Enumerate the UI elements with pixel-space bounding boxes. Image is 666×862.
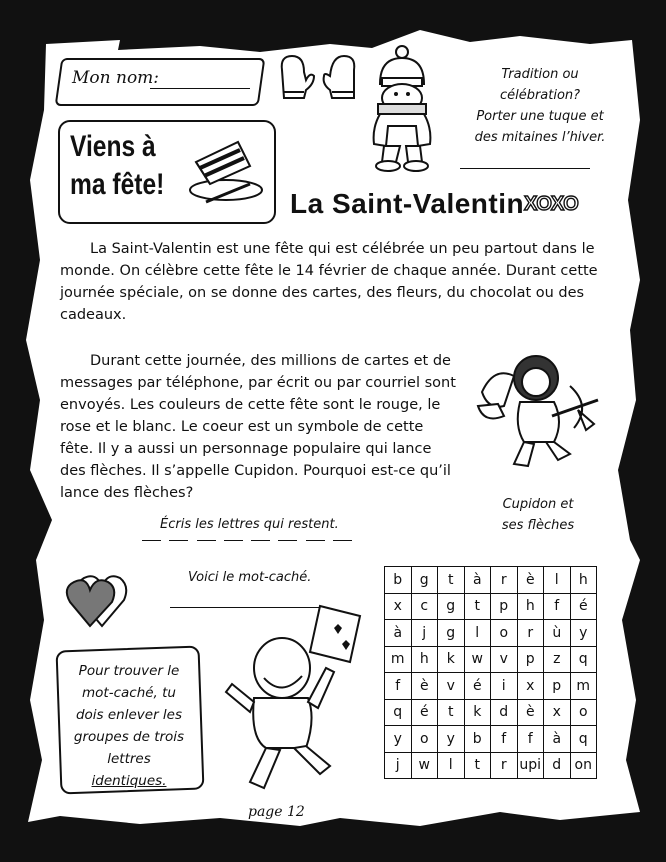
grid-cell[interactable]: p: [491, 593, 518, 620]
tradition-question: Tradition ou célébration? Porter une tuque et des mitaines l’hiver.: [474, 67, 606, 145]
grid-cell[interactable]: f: [491, 726, 518, 753]
grid-cell[interactable]: j: [411, 620, 438, 647]
grid-cell[interactable]: j: [385, 752, 412, 779]
grid-cell[interactable]: upi: [517, 752, 544, 779]
grid-row: [385, 673, 597, 700]
page-number: page 12: [248, 804, 305, 820]
grid-cell[interactable]: r: [491, 752, 518, 779]
grid-cell[interactable]: é: [464, 673, 491, 700]
grid-cell[interactable]: k: [464, 699, 491, 726]
grid-cell[interactable]: ù: [544, 620, 571, 647]
page-title: La Saint-Valentin: [290, 188, 525, 219]
grid-cell[interactable]: g: [438, 620, 465, 647]
grid-cell[interactable]: i: [491, 673, 518, 700]
grid-cell[interactable]: y: [438, 726, 465, 753]
grid-cell[interactable]: t: [438, 567, 465, 594]
grid-cell[interactable]: g: [411, 567, 438, 594]
grid-cell[interactable]: d: [544, 752, 571, 779]
grid-cell[interactable]: on: [570, 752, 597, 779]
grid-cell[interactable]: à: [385, 620, 412, 647]
grid-cell[interactable]: m: [570, 673, 597, 700]
grid-cell[interactable]: z: [544, 646, 571, 673]
grid-cell[interactable]: t: [438, 699, 465, 726]
tradition-answer-line[interactable]: [460, 168, 590, 169]
grid-cell[interactable]: y: [570, 620, 597, 647]
grid-cell[interactable]: f: [517, 726, 544, 753]
grid-cell[interactable]: t: [464, 593, 491, 620]
grid-cell[interactable]: c: [411, 593, 438, 620]
grid-cell[interactable]: f: [544, 593, 571, 620]
grid-row: [385, 752, 597, 779]
grid-row: [385, 620, 597, 647]
hearts-icon: [62, 568, 132, 630]
grid-cell[interactable]: l: [544, 567, 571, 594]
grid-cell[interactable]: x: [517, 673, 544, 700]
grid-cell[interactable]: v: [491, 646, 518, 673]
grid-cell[interactable]: p: [517, 646, 544, 673]
cupid-illustration: [474, 346, 604, 474]
grid-cell[interactable]: t: [464, 752, 491, 779]
grid-cell[interactable]: b: [464, 726, 491, 753]
grid-cell[interactable]: o: [411, 726, 438, 753]
grid-cell[interactable]: é: [411, 699, 438, 726]
grid-cell[interactable]: g: [438, 593, 465, 620]
grid-cell[interactable]: d: [491, 699, 518, 726]
grid-cell[interactable]: x: [544, 699, 571, 726]
name-input-line[interactable]: [150, 88, 250, 89]
cupid-caption: Cupidon et ses flèches: [501, 497, 575, 533]
paragraph-2: Durant cette journée, des millions de cartes et de messages par téléphone, par écrit ou par courriel sont envoyés. Les couleurs de cette fête sont le rouge, le rose et le blanc. Le coeur est un symbole de cette fête. Il y a aussi un personnage populaire qui lance des flèches. Il s’appelle Cupidon. Pourquoi est-ce qu’il lance des flèches?: [60, 353, 456, 501]
xoxo-decoration: XOXO: [524, 193, 578, 215]
grid-row: [385, 646, 597, 673]
grid-cell[interactable]: p: [544, 673, 571, 700]
grid-cell[interactable]: è: [517, 567, 544, 594]
grid-cell[interactable]: h: [570, 567, 597, 594]
grid-row: [385, 726, 597, 753]
cake-slice-icon: [180, 132, 266, 212]
grid-cell[interactable]: q: [570, 726, 597, 753]
grid-cell[interactable]: l: [464, 620, 491, 647]
grid-cell[interactable]: è: [411, 673, 438, 700]
write-letters-prompt: Écris les lettres qui restent.: [160, 517, 339, 532]
grid-cell[interactable]: x: [385, 593, 412, 620]
grid-cell[interactable]: m: [385, 646, 412, 673]
grid-row: [385, 699, 597, 726]
grid-cell[interactable]: v: [438, 673, 465, 700]
grid-row: [385, 593, 597, 620]
grid-cell[interactable]: w: [464, 646, 491, 673]
grid-cell[interactable]: k: [438, 646, 465, 673]
grid-cell[interactable]: q: [570, 646, 597, 673]
grid-cell[interactable]: y: [385, 726, 412, 753]
grid-cell[interactable]: à: [544, 726, 571, 753]
grid-cell[interactable]: l: [438, 752, 465, 779]
instructions-text: Pour trouver le mot-caché, tu dois enlever les groupes de trois lettres identiques.: [73, 663, 185, 789]
grid-row: [385, 567, 597, 594]
boy-with-valentine-card-illustration: [210, 598, 370, 798]
winter-child-illustration: [356, 44, 448, 176]
grid-cell[interactable]: o: [491, 620, 518, 647]
grid-cell[interactable]: h: [517, 593, 544, 620]
grid-cell[interactable]: r: [517, 620, 544, 647]
grid-cell[interactable]: b: [385, 567, 412, 594]
grid-cell[interactable]: o: [570, 699, 597, 726]
paragraph-1: La Saint-Valentin est une fête qui est célébrée un peu partout dans le monde. On célèbre cette fête le 14 février de chaque année. Durant cette journée spéciale, on se donne des cartes, des fleurs, du chocolat ou des cadeaux.: [60, 241, 598, 323]
grid-cell[interactable]: r: [491, 567, 518, 594]
name-label: Mon nom:: [72, 68, 160, 88]
grid-cell[interactable]: h: [411, 646, 438, 673]
letter-blanks[interactable]: [142, 540, 352, 541]
grid-cell[interactable]: f: [385, 673, 412, 700]
mittens-icon: [274, 50, 364, 106]
hidden-word-prompt: Voici le mot-caché.: [188, 570, 312, 585]
letter-grid: [384, 566, 597, 779]
party-badge-text: Viens à ma fête!: [70, 130, 165, 201]
grid-cell[interactable]: w: [411, 752, 438, 779]
grid-cell[interactable]: à: [464, 567, 491, 594]
grid-cell[interactable]: é: [570, 593, 597, 620]
grid-cell[interactable]: q: [385, 699, 412, 726]
grid-cell[interactable]: è: [517, 699, 544, 726]
